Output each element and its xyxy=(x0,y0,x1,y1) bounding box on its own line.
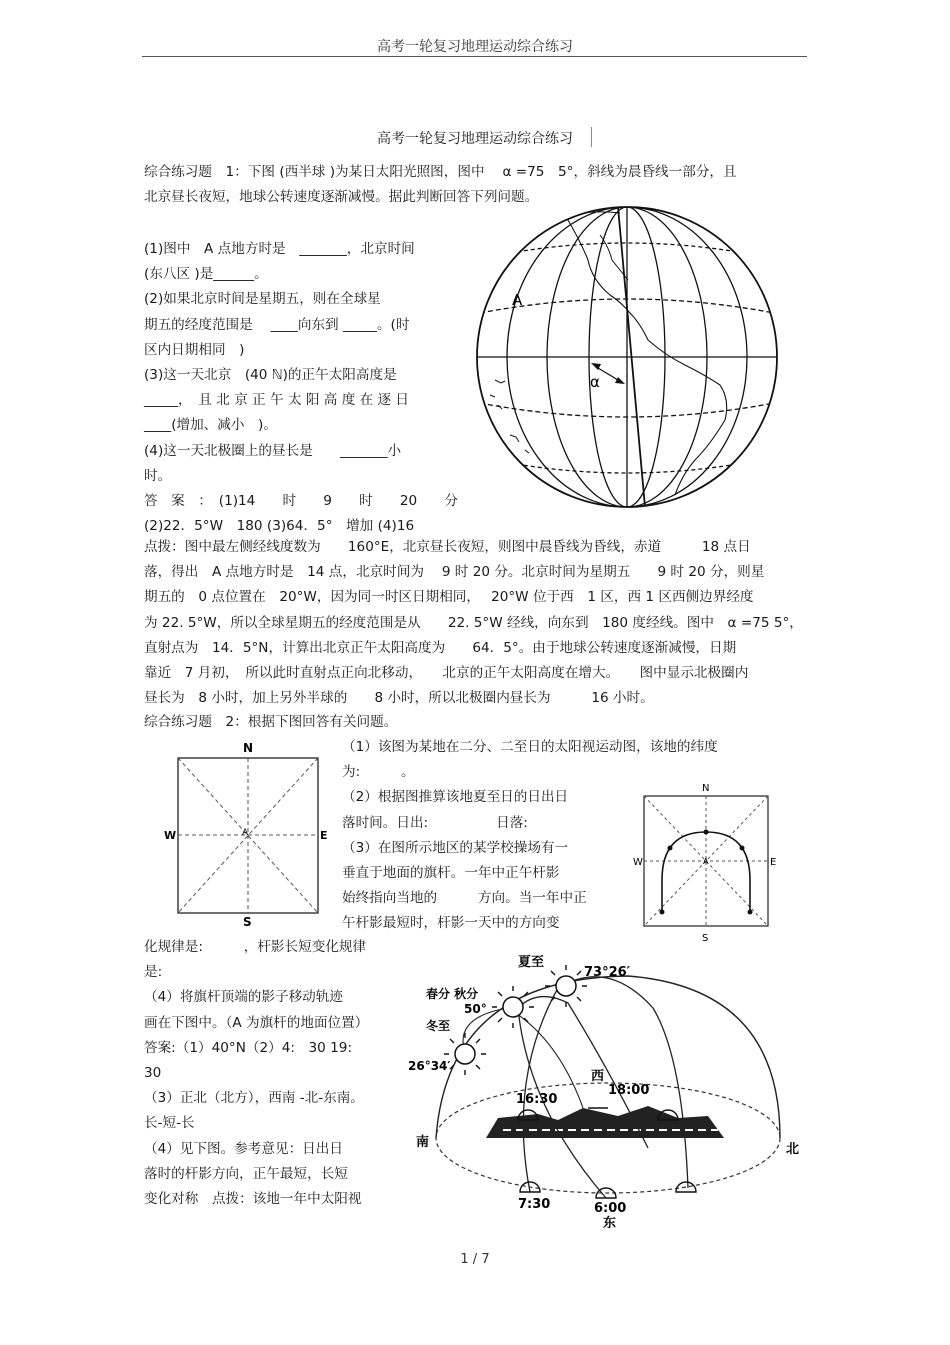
compass-e-label: E xyxy=(320,829,328,842)
q2-line: 午杆影最短时，杆影一天中的方向变 xyxy=(342,915,560,932)
label-equinox: 春分 秋分 xyxy=(426,987,479,1001)
label-winter-angle: 26°34′ xyxy=(408,1059,451,1073)
q2-line: 落时间。日出: 日落: xyxy=(342,814,528,831)
label-equinox-angle: 50° xyxy=(464,1002,487,1016)
q2-answer-line: （3）正北（北方），西南 -北-东南。 xyxy=(144,1090,364,1107)
q2-line: （1）该图为某地在二分、二至日的太阳视运动图，该地的纬度 xyxy=(342,739,718,755)
q1-line: (4)这一天北极圈上的昼长是 _______小 xyxy=(144,442,402,459)
q1-line: _____， 且 北 京 正 午 太 阳 高 度 在 逐 日 xyxy=(144,392,410,409)
label-time-0600: 6:00 xyxy=(594,1201,627,1216)
q2-answer-line: 落时的杆影方向，正午最短，长短 xyxy=(144,1165,348,1182)
compass-center-label: A xyxy=(242,828,249,838)
q1-line: (2)如果北京时间是星期五，则在全球星 xyxy=(144,291,381,308)
q1-intro-line-2: 北京昼长夜短，地球公转速度逐渐减慢。据此判断回答下列问题。 xyxy=(144,189,539,205)
explanation-line: 点拨：图中最左侧经线度数为 160°E，北京昼长夜短，则图中晨昏线为昏线，赤道 18 点日 xyxy=(144,539,751,555)
q2-answer-line: （4）见下图。参考意见：日出日 xyxy=(144,1140,343,1157)
q2-title: 综合练习题 2：根据下图回答有关问题。 xyxy=(144,714,398,730)
traj-e-label: E xyxy=(770,857,777,868)
explanation-line: 落，得出 A 点地方时是 14 点，北京时间为 9 时 20 分。北京时间为星期五 9 时 20 分，则星 xyxy=(144,564,765,581)
q2-line: 垂直于地面的旗杆。一年中正午杆影 xyxy=(342,865,560,882)
text-cursor xyxy=(591,127,592,147)
label-summer-solstice: 夏至 xyxy=(518,955,545,970)
q2-line: 画在下图中。（A 为旗杆的地面位置） xyxy=(144,1014,369,1031)
explanation-line: 直射点为 14．5°N，计算出北京正午太阳高度为 64．5°。由于地球公转速度逐渐减慢，日期 xyxy=(144,639,737,656)
shadow-trajectory-diagram xyxy=(632,780,780,945)
label-east: 东 xyxy=(603,1216,617,1231)
q2-answer-line: 30 xyxy=(144,1065,162,1082)
globe-label-a: A xyxy=(512,291,523,309)
q1-line: 期五的经度范围是 ____向东到 _____。(时 xyxy=(144,316,410,333)
q2-line: （2）根据图推算该地夏至日的日出日 xyxy=(342,789,569,806)
q1-line: (3)这一天北京 (40 ℕ)的正午太阳高度是 xyxy=(144,367,397,384)
traj-w-label: W xyxy=(633,857,643,868)
q1-line: 时。 xyxy=(144,467,172,484)
label-time-1630: 16:30 xyxy=(516,1092,558,1107)
q2-line: 化规律是: ，杆影长短变化规律 xyxy=(144,939,367,955)
q2-line: 是: xyxy=(144,964,163,981)
document-title: 高考一轮复习地理运动综合练习 xyxy=(377,131,573,147)
q2-answer-line: 答案:（1）40°N（2）4: 30 19: xyxy=(144,1039,353,1056)
explanation-line: 昼长为 8 小时，加上另外半球的 8 小时，所以北极圈内昼长为 16 小时。 xyxy=(144,690,654,707)
q1-intro-line-1: 综合练习题 1：下图 (西半球 )为某日太阳光照图，图中 α =75 5°，斜线为晨昏线一部分，且 xyxy=(144,164,737,180)
label-south: 南 xyxy=(416,1135,430,1150)
label-winter-solstice: 冬至 xyxy=(426,1019,451,1033)
running-header: 高考一轮复习地理运动综合练习 xyxy=(377,39,573,55)
traj-n-label: N xyxy=(702,783,710,794)
explanation-line: 靠近 7 月初， 所以此时直射点正向北移动， 北京的正午太阳高度在增大。 图中显示北极圈内 xyxy=(144,665,749,682)
header-divider xyxy=(142,56,807,57)
label-north: 北 xyxy=(786,1142,800,1157)
page-number: 1 / 7 xyxy=(460,1252,490,1267)
traj-s-label: S xyxy=(702,933,709,944)
compass-diagram xyxy=(162,738,332,928)
q2-line: 始终指向当地的 方向。当一年中正 xyxy=(342,890,587,907)
traj-center-label: A xyxy=(703,857,709,866)
q2-line: （4）将旗杆顶端的影子移动轨迹 xyxy=(144,989,343,1006)
q2-answer-line: 变化对称 点拨：该地一年中太阳视 xyxy=(144,1191,362,1208)
compass-n-label: N xyxy=(243,741,254,755)
label-time-1800: 18:00 xyxy=(608,1083,650,1098)
globe-illumination-diagram xyxy=(470,205,790,515)
q1-line: ____(增加、减小 )。 xyxy=(144,417,277,434)
q1-explanation xyxy=(144,535,803,711)
q1-line: (1)图中 A 点地方时是 _______，北京时间 xyxy=(144,241,415,257)
globe-label-alpha: α xyxy=(590,373,600,391)
label-time-0730: 7:30 xyxy=(518,1197,551,1212)
q1-line: (东八区 )是______。 xyxy=(144,266,268,283)
compass-w-label: W xyxy=(164,829,177,842)
q1-line: 区内日期相同 ) xyxy=(144,341,245,358)
q2-questions-left xyxy=(144,935,368,1212)
compass-s-label: S xyxy=(243,915,252,928)
explanation-line: 为 22. 5°W，所以全球星期五的经度范围是从 22. 5°W 经线，向东到 180 度经线。图中 α =75 5°， xyxy=(144,614,803,631)
label-west: 西 xyxy=(591,1069,605,1084)
q2-line: 为: 。 xyxy=(342,764,415,781)
q1-questions xyxy=(144,237,458,539)
label-summer-angle: 73°26′ xyxy=(584,965,631,980)
q2-answer-line: 长-短-长 xyxy=(144,1115,195,1132)
explanation-line: 期五的 0 点位置在 20°W，因为同一时区日期相同， 20°W 位于西 1 区，西 1 区西侧边界经度 xyxy=(144,589,754,606)
q1-answer-line: 答 案 ： (1)14 时 9 时 20 分 xyxy=(144,493,458,510)
q1-answer-line: (2)22．5°W 180 (3)64．5° 增加 (4)16 xyxy=(144,518,415,535)
sun-path-diagram xyxy=(408,948,803,1233)
q2-line: （3）在图所示地区的某学校操场有一 xyxy=(342,839,569,856)
